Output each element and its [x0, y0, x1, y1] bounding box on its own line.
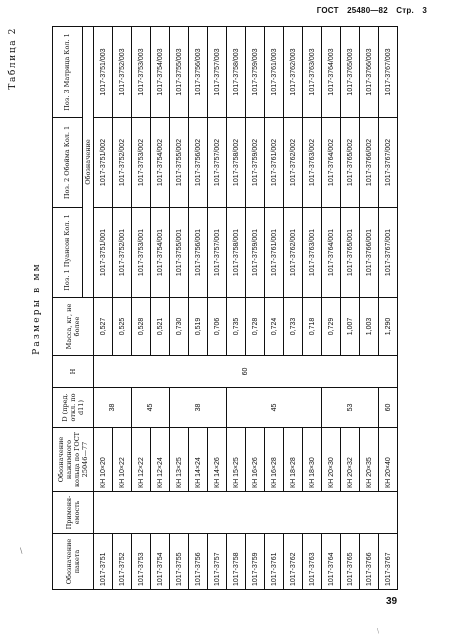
cell-tie: КН 12×22	[132, 428, 151, 492]
cell-p2: 1017-3751/002	[94, 118, 113, 208]
cell-p2: 1017-3766/002	[360, 118, 379, 208]
cell-p1: 1017-3767/001	[379, 208, 398, 298]
cell-code: 1017-3754	[151, 534, 170, 590]
cell-p2: 1017-3755/002	[170, 118, 189, 208]
cell-p2: 1017-3758/002	[227, 118, 246, 208]
col-pos1: Поз. 1 Пуансон Кол. 1	[53, 208, 83, 298]
cell-tie: КН 14×24	[189, 428, 208, 492]
cell-mass: 1,003	[360, 298, 379, 356]
cell-p3: 1017-3762/003	[284, 27, 303, 118]
cell-code: 1017-3757	[208, 534, 227, 590]
col-subhead: Обозначение	[82, 27, 93, 298]
cell-p3: 1017-3764/003	[322, 27, 341, 118]
cell-p1: 1017-3762/001	[284, 208, 303, 298]
cell-code: 1017-3767	[379, 534, 398, 590]
col-designation: Обозначение пакета	[53, 534, 94, 590]
cell-p3: 1017-3756/003	[189, 27, 208, 118]
diameter-cell: 45	[227, 388, 322, 428]
table-captions	[8, 27, 42, 590]
rotated-table-block	[8, 27, 392, 590]
margin-mark: \	[20, 547, 23, 555]
cell-p3: 1017-3755/003	[170, 27, 189, 118]
cell-tie: КН 13×25	[170, 428, 189, 492]
cell-p2: 1017-3759/002	[246, 118, 265, 208]
cell-code: 1017-3764	[322, 534, 341, 590]
applicability-cell	[94, 492, 398, 534]
gost-number: 25480—82	[347, 6, 388, 15]
cell-code: 1017-3759	[246, 534, 265, 590]
page-label: Стр.	[396, 6, 414, 15]
cell-p2: 1017-3765/002	[341, 118, 360, 208]
cell-p3: 1017-3757/003	[208, 27, 227, 118]
cell-code: 1017-3765	[341, 534, 360, 590]
cell-tie: КН 14×26	[208, 428, 227, 492]
cell-p1: 1017-3761/001	[265, 208, 284, 298]
cell-p3: 1017-3754/003	[151, 27, 170, 118]
table-title: Таблица 2	[8, 27, 18, 90]
cell-p1: 1017-3754/001	[151, 208, 170, 298]
cell-code: 1017-3758	[227, 534, 246, 590]
col-tie: Обозначение нажимного кольца по ГОСТ 25046—77	[53, 428, 94, 492]
cell-mass: 0,521	[151, 298, 170, 356]
margin-mark-bottom: \	[377, 628, 380, 635]
cell-tie: КН 16×28	[265, 428, 284, 492]
cell-p1: 1017-3751/001	[94, 208, 113, 298]
cell-code: 1017-3763	[303, 534, 322, 590]
cell-p3: 1017-3763/003	[303, 27, 322, 118]
cell-mass: 0,525	[113, 298, 132, 356]
page-number: 39	[386, 596, 398, 607]
cell-p2: 1017-3754/002	[151, 118, 170, 208]
diameter-cell: 38	[94, 388, 132, 428]
cell-mass: 0,728	[246, 298, 265, 356]
cell-p2: 1017-3767/002	[379, 118, 398, 208]
cell-p2: 1017-3756/002	[189, 118, 208, 208]
cell-code: 1017-3752	[113, 534, 132, 590]
col-diameter: D (пред. откл. по d11)	[53, 388, 94, 428]
cell-code: 1017-3756	[189, 534, 208, 590]
cell-mass: 0,724	[265, 298, 284, 356]
cell-p3: 1017-3759/003	[246, 27, 265, 118]
cell-p3: 1017-3753/003	[132, 27, 151, 118]
cell-p3: 1017-3752/003	[113, 27, 132, 118]
cell-p1: 1017-3752/001	[113, 208, 132, 298]
cell-p2: 1017-3764/002	[322, 118, 341, 208]
cell-tie: КН 10×22	[113, 428, 132, 492]
cell-code: 1017-3766	[360, 534, 379, 590]
cell-mass: 0,706	[208, 298, 227, 356]
diameter-cell: 38	[170, 388, 227, 428]
cell-mass: 0,528	[132, 298, 151, 356]
header-page-no: 3	[422, 6, 427, 15]
cell-p1: 1017-3764/001	[322, 208, 341, 298]
cell-p2: 1017-3752/002	[113, 118, 132, 208]
cell-p2: 1017-3763/002	[303, 118, 322, 208]
cell-p1: 1017-3758/001	[227, 208, 246, 298]
cell-p3: 1017-3751/003	[94, 27, 113, 118]
sizes-caption: Размеры в мм	[32, 262, 42, 355]
col-applicability: Применя-емость	[53, 492, 94, 534]
cell-p1: 1017-3753/001	[132, 208, 151, 298]
table-row	[94, 27, 113, 590]
col-height: H	[53, 356, 94, 388]
cell-tie: КН 18×30	[303, 428, 322, 492]
cell-p1: 1017-3765/001	[341, 208, 360, 298]
height-cell: 60	[94, 356, 398, 388]
cell-tie: КН 20×32	[341, 428, 360, 492]
cell-p2: 1017-3753/002	[132, 118, 151, 208]
data-table	[52, 26, 398, 590]
cell-p3: 1017-3767/003	[379, 27, 398, 118]
cell-p1: 1017-3757/001	[208, 208, 227, 298]
cell-p3: 1017-3761/003	[265, 27, 284, 118]
cell-mass: 0,733	[284, 298, 303, 356]
diameter-cell: 53	[322, 388, 379, 428]
cell-mass: 1,290	[379, 298, 398, 356]
cell-p1: 1017-3766/001	[360, 208, 379, 298]
cell-tie: КН 10×20	[94, 428, 113, 492]
cell-mass: 0,735	[227, 298, 246, 356]
cell-p2: 1017-3761/002	[265, 118, 284, 208]
cell-p1: 1017-3755/001	[170, 208, 189, 298]
cell-p3: 1017-3758/003	[227, 27, 246, 118]
cell-tie: КН 20×40	[379, 428, 398, 492]
cell-code: 1017-3761	[265, 534, 284, 590]
cell-tie: КН 18×28	[284, 428, 303, 492]
gost-label: ГОСТ	[316, 6, 339, 15]
cell-p3: 1017-3766/003	[360, 27, 379, 118]
col-pos3: Поз. 3 Матрица Кол. 1	[53, 27, 83, 118]
cell-tie: КН 20×30	[322, 428, 341, 492]
col-pos2: Поз. 2 Обойма Кол. 1	[53, 118, 83, 208]
col-mass: Масса, кг, не более	[53, 298, 94, 356]
cell-tie: КН 12×24	[151, 428, 170, 492]
cell-mass: 0,729	[322, 298, 341, 356]
cell-code: 1017-3755	[170, 534, 189, 590]
cell-tie: КН 16×26	[246, 428, 265, 492]
cell-mass: 0,519	[189, 298, 208, 356]
cell-code: 1017-3762	[284, 534, 303, 590]
cell-tie: КН 20×35	[360, 428, 379, 492]
cell-mass: 0,527	[94, 298, 113, 356]
cell-p1: 1017-3763/001	[303, 208, 322, 298]
cell-mass: 0,730	[170, 298, 189, 356]
diameter-cell: 60	[379, 388, 398, 428]
cell-p1: 1017-3756/001	[189, 208, 208, 298]
cell-p2: 1017-3762/002	[284, 118, 303, 208]
cell-mass: 0,718	[303, 298, 322, 356]
diameter-cell: 45	[132, 388, 170, 428]
cell-mass: 1,007	[341, 298, 360, 356]
cell-p2: 1017-3757/002	[208, 118, 227, 208]
cell-tie: КН 15×25	[227, 428, 246, 492]
cell-code: 1017-3753	[132, 534, 151, 590]
cell-p3: 1017-3765/003	[341, 27, 360, 118]
cell-p1: 1017-3759/001	[246, 208, 265, 298]
cell-code: 1017-3751	[94, 534, 113, 590]
page-header	[311, 6, 427, 15]
